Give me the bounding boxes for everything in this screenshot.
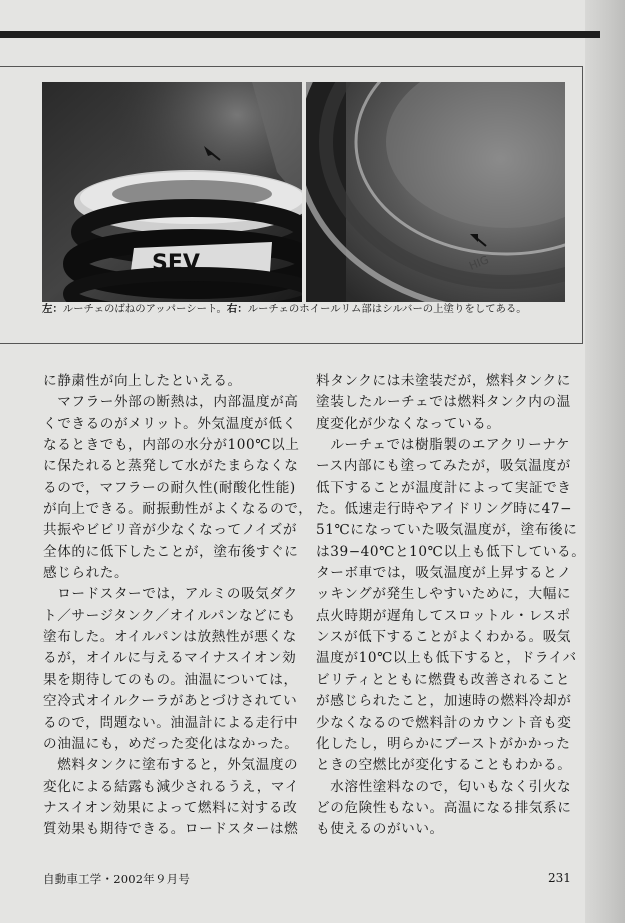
text-line: 塗装したルーチェでは燃料タンク内の温 [316, 394, 571, 411]
text-line: ときの空燃比が変化することもわかる。 [316, 757, 572, 774]
text-line: ターボ車では，吸気温度が上昇するとノ [316, 565, 572, 582]
text-line: 質効果も期待できる。ロードスターは燃 [43, 821, 299, 838]
header-rule [0, 31, 600, 38]
text-line: ッキングが発生しやすいために，大幅に [316, 586, 572, 603]
text-line: 化したし，明らかにブーストがかかった [316, 735, 571, 752]
caption-left-text: ルーチェのばねのアッパーシート。 [62, 303, 227, 315]
text-line: ビリティとともに燃費も改善されること [316, 671, 571, 688]
text-line: の油温にも，めだった変化はなかった。 [43, 735, 299, 752]
text-line: は39−40℃と10℃以上も低下している。 [316, 543, 586, 560]
text-line: 果を期待してのもの。油温については， [43, 671, 298, 688]
text-line: ンスが低下することがよくわかる。吸気 [316, 629, 572, 646]
text-line: 料タンクには未塗装だが，燃料タンクに [316, 373, 571, 389]
text-line: くできるのがメリット。外気温度が低く [43, 415, 297, 432]
text-line: に静粛性が向上したといえる。 [43, 373, 242, 389]
text-line: た。低速走行時やアイドリング時に47− [316, 501, 573, 518]
text-line: 低下することが温度計によって実証でき [316, 479, 572, 496]
text-line: ロードスターでは，アルミの吸気ダク [43, 586, 298, 603]
text-line: どの危険性もない。高温になる排気系に [316, 799, 572, 816]
text-line: 共振やビビリ音が少なくなってノイズが [43, 522, 298, 539]
caption-right-text: ルーチェのホイールリム部はシルバーの上塗りをしてある。 [247, 303, 527, 315]
text-line: 感じられた。 [43, 565, 129, 582]
text-line: 温度が10℃以上も低下すると，ドライバ [316, 650, 577, 667]
photo-spring-upper-seat [42, 82, 302, 302]
text-line: るが，オイルに与えるマイナスイオン効 [43, 650, 297, 667]
text-line: 少なくなるので燃料計のカウント音も変 [316, 714, 572, 731]
text-line: ト／サージタンク／オイルパンなどにも [43, 607, 296, 624]
svg-text:SEV: SEV [152, 251, 200, 276]
text-line: なるときでも，内部の水分が100℃以上 [43, 437, 300, 454]
caption-right-label: 右： [226, 303, 248, 315]
text-line: るので，マフラーの耐久性(耐酸化性能) [43, 479, 296, 496]
text-line: が感じられたこと，加速時の燃料冷却が [316, 693, 572, 710]
text-line: ース内部にも塗ってみたが，吸気温度が [316, 458, 571, 475]
page-number: 231 [548, 871, 571, 885]
adjacent-page-bleed [585, 0, 625, 923]
caption-left-label: 左： [42, 303, 63, 315]
text-line: も使えるのがいい。 [316, 821, 444, 838]
publication-footer: 自動車工学・2002年９月号 [43, 872, 191, 886]
text-line: 点火時期が遅角してスロットル・レスポ [316, 607, 571, 624]
body-column-right [316, 371, 586, 841]
text-line: が向上できる。耐振動性がよくなるので， [43, 501, 313, 518]
text-line: 空冷式オイルクーラがあとづけされてい [43, 693, 298, 710]
text-line: 度変化が少なくなっている。 [316, 415, 501, 432]
text-line: マフラー外部の断熱は，内部温度が高 [43, 394, 299, 411]
text-line: るので，問題ない。油温計による走行中 [43, 714, 299, 731]
text-line: 燃料タンクに塗布すると，外気温度の [43, 757, 299, 774]
svg-text:HIG: HIG [467, 253, 491, 273]
text-line: 変化による結露も減少されるうえ，マイ [43, 778, 300, 795]
text-line: 塗布した。オイルパンは放熱性が悪くな [43, 629, 297, 646]
text-line: 水溶性塗料なので，匂いもなく引火な [316, 778, 572, 795]
text-line: 51℃になっていた吸気温度が，塗布後に [316, 522, 578, 539]
photo-wheel-rim [306, 82, 565, 302]
text-line: ルーチェでは樹脂製のエアクリーナケ [316, 437, 571, 454]
photo-caption [42, 302, 562, 316]
text-line: ナスイオン効果によって燃料に対する改 [43, 799, 298, 816]
text-line: に保たれると蒸発して水がたまらなくな [43, 458, 299, 475]
body-column-left [43, 371, 313, 841]
text-line: 全体的に低下したことが，塗布後すぐに [43, 543, 299, 560]
